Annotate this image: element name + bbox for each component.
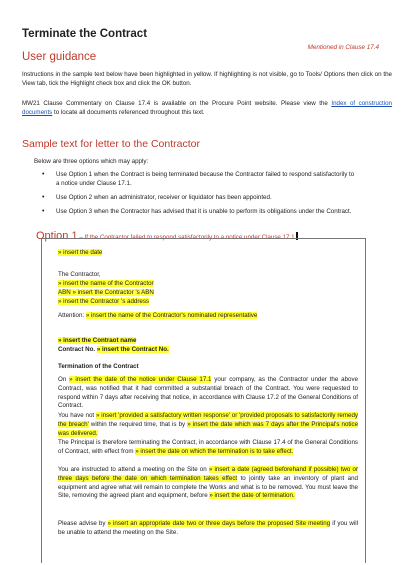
p3-placeholder: » insert the date on which the termination is to take effect. [135, 447, 294, 455]
letter-address-name [58, 280, 358, 289]
p5-text: Please advise by [58, 520, 108, 527]
letter-date [58, 249, 358, 258]
letter-paragraph-4 [58, 466, 358, 501]
index-of-construction-documents-link[interactable]: Index of construction documents [22, 100, 392, 117]
options-list [36, 170, 356, 221]
letter-addressee: The Contractor, [58, 271, 101, 278]
letter-contract-name [58, 337, 358, 346]
guidance-paragraph-2-tail: to locate all documents referenced throughout this text. [52, 109, 205, 117]
attention-placeholder: » insert the name of the Contractor's nominated representative [85, 312, 258, 319]
clause-mention: Mentioned in Clause 17.4 [307, 44, 379, 51]
guidance-paragraph-1: Instructions in the sample text below have been highlighted in yellow. If highlighting is not visible, go to Tools/ Options then click on the View tab, tick the Highlight check box and click the OK button. [22, 71, 392, 88]
letter-contract-no [58, 346, 358, 355]
date-placeholder: » insert the date [58, 249, 103, 256]
p4-mid: to jointly take an inventory of plant and equipment and agree what will remain to complete the Works and what is to be removed. You must leave the Site, removing the agreed plant and equipment, before [58, 474, 358, 500]
options-intro: Below are three options which may apply: [34, 158, 149, 165]
list-item: • Use Option 1 when the Contract is being terminated because the Contractor failed to respond satisfactorily to a notice under Clause 17.1. [36, 170, 356, 188]
guidance-paragraph-2 [22, 99, 392, 117]
contractor-name-placeholder: » insert the name of the Contractor [58, 280, 154, 287]
letter-attention [58, 312, 358, 321]
document-title: Terminate the Contract [22, 28, 148, 40]
p3-text: The Principal is therefore terminating the Contract, in accordance with Clause 17.4 of the General Conditions of Contract, with effect from [58, 439, 358, 455]
letter-paragraph-3 [58, 439, 358, 457]
p2-placeholder-1: » insert 'provided a satisfactory written response' or 'provided proposals to satisfactorily remedy the breach' [58, 412, 358, 428]
p5-placeholder: » insert an appropriate date two or three days before the proposed Site meeting [107, 520, 331, 527]
p1-tail: your company, as the Contractor under the above Contract, was notified that it had committed a substantial breach of the Contract. You were requested to respond within 7 days after receiving that notice, in accordance with Clause 17.2 of the General Conditions of Contract. [58, 376, 359, 410]
abn-label: ABN [58, 289, 73, 296]
p1-placeholder: » insert the date of the notice under Clause 17.1 [69, 376, 212, 383]
letter-address-line [58, 298, 358, 307]
list-item: • Use Option 3 when the Contractor has advised that it is unable to perform its obligations under the Contract. [36, 207, 356, 216]
sample-text-heading: Sample text for letter to the Contractor [22, 138, 200, 150]
contract-no-placeholder: » insert the Contract No. [96, 346, 169, 353]
p2-text: You have not [58, 412, 96, 419]
letter-paragraph-1 [58, 376, 358, 411]
user-guidance-heading: User guidance [22, 51, 97, 63]
guidance-paragraph-2-text: MW21 Clause Commentary on Clause 17.4 is available on the Procure Point website. Please view the [22, 100, 332, 107]
letter-address-abn [58, 289, 358, 298]
sample-letter-box [41, 238, 366, 563]
contract-name-placeholder: » insert the Contraot name [58, 337, 137, 344]
p4-placeholder-1: » insert a date (agreed beforehand if possible) two or three days before the date on which termination takes effect [58, 466, 359, 482]
letter-paragraph-5 [58, 520, 358, 538]
option-1-label: Option 1 [36, 230, 78, 242]
p2-mid: within the required time, that is by [88, 420, 188, 428]
p5-tail: if you will be unable to attend the meeting on the Site. [58, 520, 359, 536]
letter-paragraph-2 [58, 412, 358, 438]
option-1-description: – If the Contractor failed to respond satisfactorily to a notice under Clause 17.1 [77, 234, 295, 241]
contract-no-label: Contract No. [58, 346, 97, 353]
p1-text: On [58, 376, 70, 383]
letter-subject: Termination of the Contract [58, 363, 139, 370]
p2-placeholder-2: » insert the date which was 7 days after the Principal's notice was delivered. [58, 420, 359, 437]
p4-placeholder-2: » insert the date of termination. [209, 492, 295, 500]
p4-text: You are instructed to attend a meeting on the Site on [58, 466, 209, 473]
list-item: • Use Option 2 when an administrator, receiver or liquidator has been appointed. [36, 193, 356, 202]
address-placeholder: » insert the Contractor ’s address [58, 298, 150, 305]
attention-label: Attention: [58, 312, 86, 319]
abn-placeholder: » insert the Contractor ’s ABN [72, 289, 154, 296]
